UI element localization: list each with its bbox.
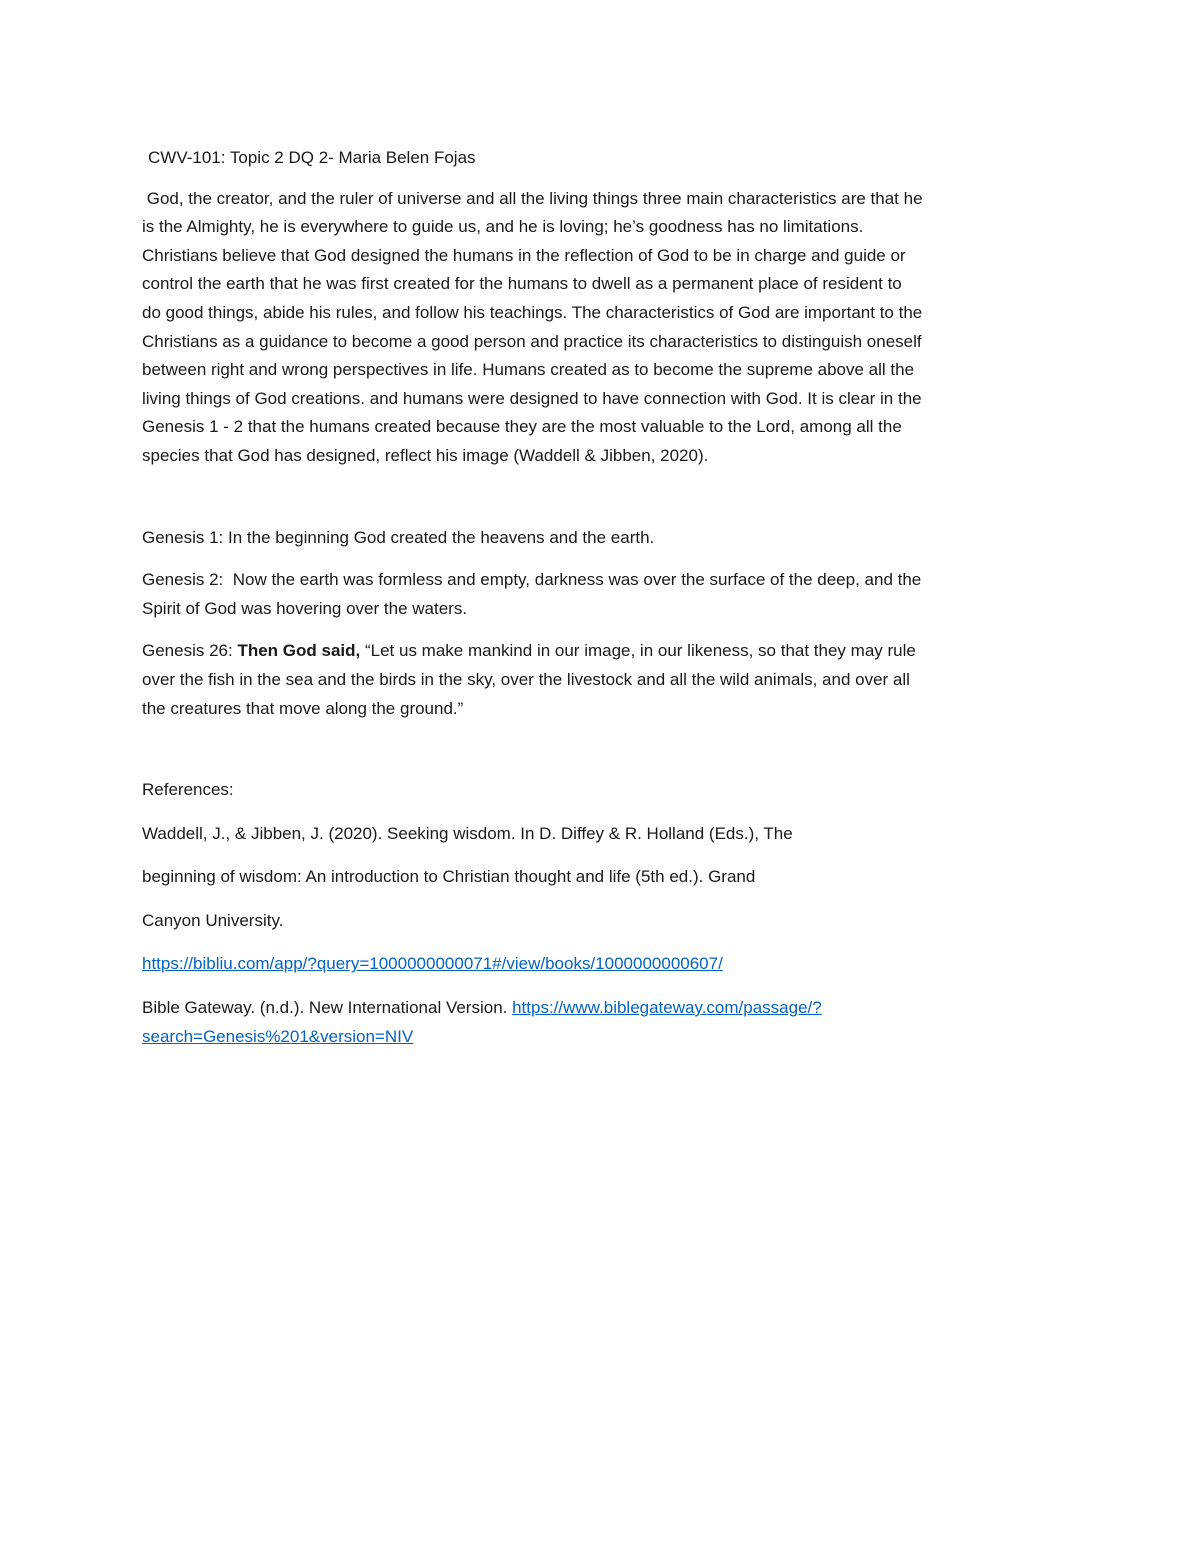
body-line: do good things, abide his rules, and follow his teachings. The characteristics of God are important to the (142, 302, 923, 322)
body-line: Genesis 1 - 2 that the humans created because they are the most valuable to the Lord, among all the (142, 417, 902, 437)
reference-text: Bible Gateway. (n.d.). New International Version. (142, 998, 513, 1018)
bibliu-link[interactable]: https://bibliu.com/app/?query=1000000000071#/view/books/1000000000607/ (142, 954, 723, 974)
genesis-1-verse: Genesis 1: In the beginning God created the heavens and the earth. (142, 527, 655, 547)
reference-line (142, 1023, 1062, 1052)
verse-line: Genesis 2: Now the earth was formless and empty, darkness was over the surface of the deep, and the (142, 570, 922, 590)
body-line: Christians believe that God designed the humans in the reflection of God to be in charge and guide or (142, 245, 906, 265)
verse-line: the creatures that move along the ground.” (142, 698, 464, 718)
genesis-26-verse (142, 637, 1062, 723)
body-line: living things of God creations. and humans were designed to have connection with God. It is clear in the (142, 388, 922, 408)
references-heading: References: (142, 780, 234, 800)
reference-entry: Waddell, J., & Jibben, J. (2020). Seeking wisdom. In D. Diffey & R. Holland (Eds.), The (142, 823, 793, 843)
biblegateway-link-continued[interactable]: search=Genesis%201&version=NIV (142, 1026, 414, 1046)
document-content (142, 144, 1062, 1051)
body-line: God, the creator, and the ruler of universe and all the living things three main characteristics are that he (142, 188, 923, 208)
verse-text: “Let us make mankind in our image, in our likeness, so that they may rule (360, 641, 916, 661)
reference-entry: beginning of wisdom: An introduction to Christian thought and life (5th ed.). Grand (142, 867, 756, 887)
verse-bold-text: Then God said, (237, 641, 361, 661)
genesis-2-verse (142, 566, 1062, 623)
body-paragraph (142, 185, 1062, 471)
document-title: CWV-101: Topic 2 DQ 2- Maria Belen Fojas (148, 148, 476, 167)
reference-line (142, 994, 1062, 1023)
reference-entry: Canyon University. (142, 910, 284, 930)
verse-line: Spirit of God was hovering over the waters. (142, 598, 468, 618)
body-line: Christians as a guidance to become a good person and practice its characteristics to distinguish oneself (142, 331, 922, 351)
biblegateway-link[interactable]: https://www.biblegateway.com/passage/? (512, 998, 822, 1018)
verse-line: over the fish in the sea and the birds in the sky, over the livestock and all the wild animals, and over all (142, 669, 910, 689)
body-line: between right and wrong perspectives in life. Humans created as to become the supreme above all the (142, 360, 915, 380)
body-line: is the Almighty, he is everywhere to guide us, and he is loving; he’s goodness has no limitations. (142, 217, 864, 237)
verse-line (142, 637, 1062, 666)
reference-link-row (142, 950, 1062, 979)
bible-gateway-reference (142, 994, 1062, 1051)
verse-reference: Genesis 26: (142, 641, 238, 661)
body-line: species that God has designed, reflect his image (Waddell & Jibben, 2020). (142, 445, 709, 465)
body-line: control the earth that he was first created for the humans to dwell as a permanent place of resident to (142, 274, 902, 294)
